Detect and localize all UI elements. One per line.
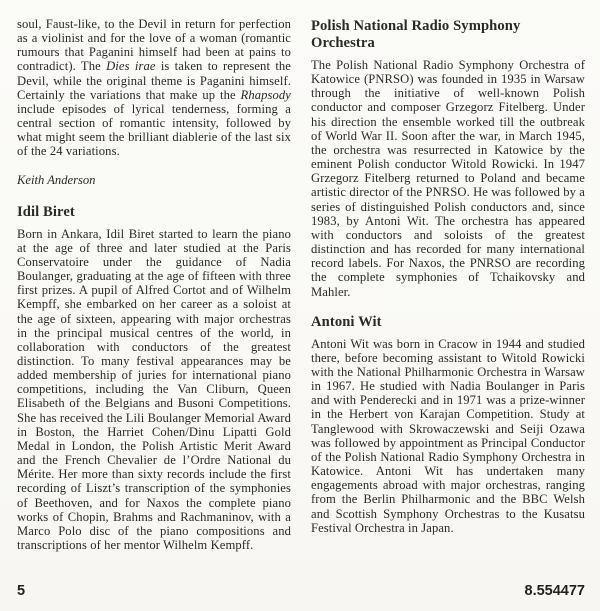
work-title-dies-irae: Dies irae — [106, 59, 156, 74]
catalog-number: 8.554477 — [524, 583, 585, 599]
pnrso-history-paragraph: The Polish National Radio Symphony Orchestra of Katowice (PNRSO) was founded in 1935 in Warsaw through the initiative of well-known Polish conductor and composer Grzegorz Fitelberg. Under his direction the ensemble worked till the outbreak of World War II. Soon after the war, in March 1945, the orchestra was resurrected in Katowice by the eminent Polish conductor Witold Rowicki. In 1947 Grzegorz Fitelberg returned to Poland and became artistic director of the PNRSO. He was followed by a series of distinguished Polish conductors and, since 1983, by Antoni Wit. The orchestra has appeared with conductors and soloists of the greatest distinction and has recorded for many international record labels. For Naxos, the PNRSO are recording the complete symphonies of Tchaikovsky and Mahler. — [311, 58, 585, 299]
page-number: 5 — [17, 583, 26, 599]
biret-biography-paragraph: Born in Ankara, Idil Biret started to learn the piano at the age of three and later studied at the Paris Conservatoire under the guidance of Nadia Boulanger, graduating at the age of fifteen with three first prizes. A pupil of Alfred Cortot and of Wilhelm Kempff, she embarked on her career as a soloist at the age of sixteen, appearing with major orchestras in the principal musical centres of the world, in collaboration with conductors of the greatest distinction. To many festival appearances may be added membership of juries for international piano competitions, including the Van Cliburn, Queen Elisabeth of the Belgians and Busoni Competitions. She has received the Lili Boulanger Memorial Award in Boston, the Harriet Cohen/Dinu Lipatti Gold Medal in London, the Polish Artistic Merit Award and the French Chevalier de l’Ordre National du Mérite. Her more than sixty records include the first recording of Liszt’s transcription of the symphonies of Beethoven, and for Naxos the complete piano works of Chopin, Brahms and Rachmaninov, with a Marco Polo disc of the piano compositions and transcriptions of her mentor Wilhelm Kempff. — [17, 226, 291, 552]
paragraph-text: include episodes of lyrical tenderness, forming a central section of romantic intensity, followed by what might seem the brilliant diablerie of the last six of the 24 variations. — [17, 101, 291, 159]
wit-biography-paragraph: Antoni Wit was born in Cracow in 1944 and studied there, before becoming assistant to Witold Rowicki with the National Philharmonic Orchestra in Warsaw in 1967. He studied with Nadia Boulanger in Paris and with Penderecki and in 1971 was a prize-winner in the Herbert von Karajan Competition. Study at Tanglewood with Skrowaczewski and Seiji Ozawa was followed by appointment as Principal Conductor of the Polish National Radio Symphony Orchestra in Katowice. Antoni Wit has undertaken many engagements abroad with major orchestras, ranging from the Berlin Philharmonic and the BBC Welsh and Scottish Symphony Orchestras to the Kusatsu Festival Orchestra in Japan. — [311, 336, 585, 535]
pnrso-heading: Polish National Radio Symphony Orchestra — [311, 18, 521, 51]
biret-heading: Idil Biret — [17, 203, 75, 220]
work-title-rhapsody: Rhapsody — [240, 87, 291, 102]
paragraph-text: soul, Faust-like, to the Devil in return for perfection as a violinist and for the love of a woman (romantic rumours that Paganini himself had been at pains to contradict). The — [17, 17, 291, 74]
author-credit: Keith Anderson — [17, 172, 96, 187]
right-column — [311, 17, 585, 552]
paragraph-text: is taken to represent the Devil, while the original theme is Paganini himself. Certainly the variations that make up the — [17, 59, 292, 102]
left-column — [17, 17, 291, 552]
wit-heading: Antoni Wit — [311, 313, 382, 330]
paganini-notes-paragraph — [17, 17, 291, 159]
page-footer — [17, 583, 585, 599]
